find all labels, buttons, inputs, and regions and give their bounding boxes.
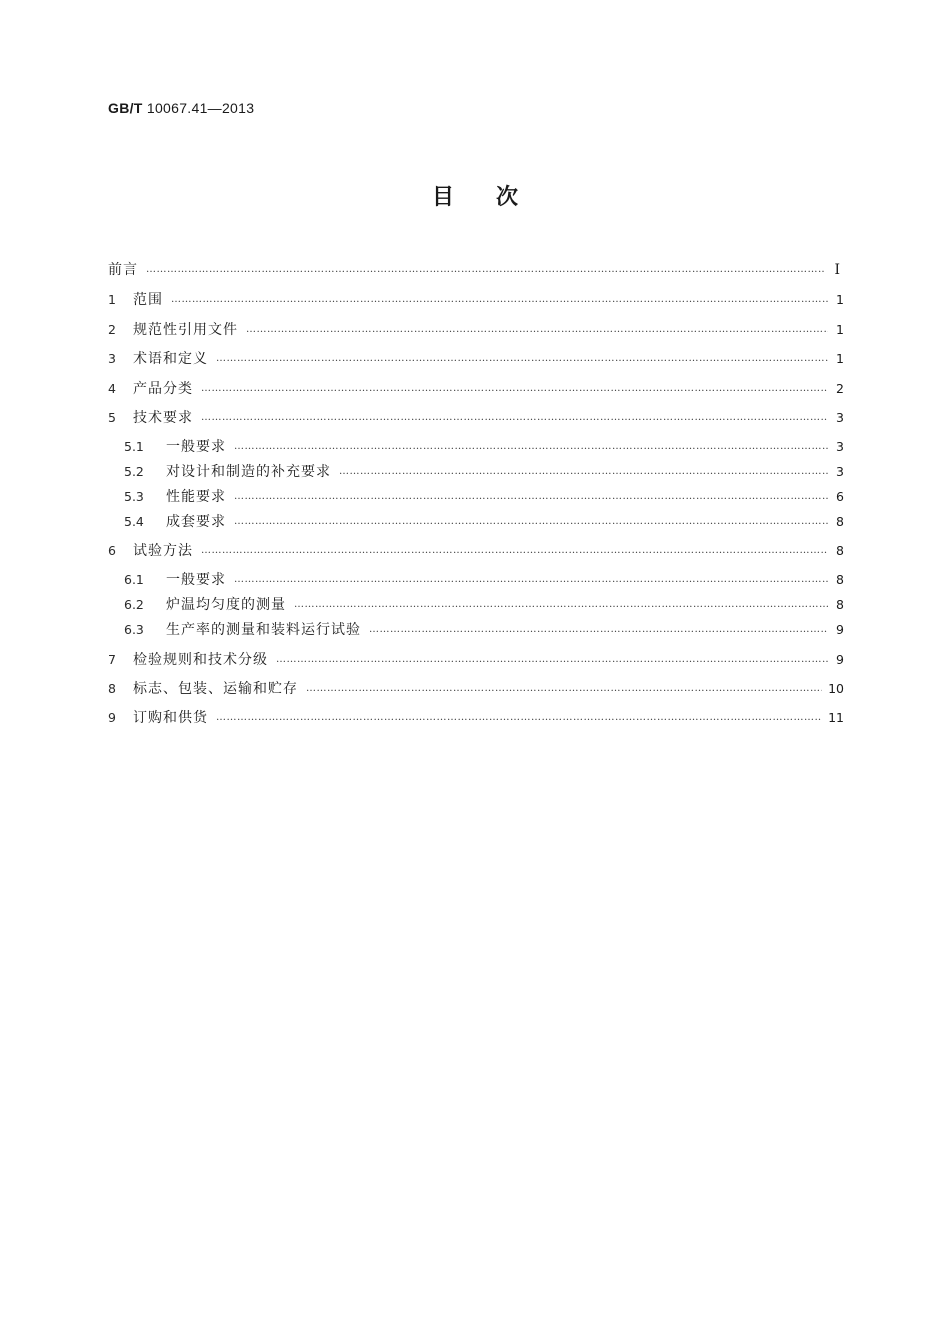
toc-entry-label: 技术要求	[133, 410, 193, 426]
toc-dot-leader	[369, 620, 828, 640]
toc-entry-page: Ⅰ	[834, 262, 840, 278]
toc-dot-leader	[216, 708, 822, 728]
toc-entry[interactable]	[108, 349, 844, 369]
toc-entry-label: 产品分类	[133, 381, 193, 397]
toc-entry-page: 10	[828, 681, 844, 696]
toc-entry[interactable]	[108, 437, 844, 457]
toc-entry-number: 6	[108, 543, 116, 558]
toc-entry-page: 9	[836, 622, 844, 637]
toc-dot-leader	[276, 650, 828, 670]
toc-entry-label: 订购和供货	[133, 710, 208, 726]
toc-entry[interactable]	[108, 379, 844, 399]
toc-entry-label: 成套要求	[166, 514, 226, 530]
toc-entry-label: 规范性引用文件	[133, 322, 238, 338]
toc-entry-page: 6	[836, 489, 844, 504]
toc-entry-number: 5.4	[124, 514, 144, 529]
toc-entry-page: 11	[828, 710, 844, 725]
toc-title: 目次	[431, 185, 560, 210]
toc-entry[interactable]	[108, 679, 844, 699]
toc-entry[interactable]	[108, 260, 844, 280]
toc-entry[interactable]	[108, 650, 844, 670]
toc-entry-label: 范围	[133, 292, 163, 308]
toc-entry-number: 9	[108, 710, 116, 725]
toc-entry[interactable]	[108, 512, 844, 532]
toc-dot-leader	[246, 320, 828, 340]
toc-entry-label: 前言	[108, 262, 138, 278]
toc-entry-label: 一般要求	[166, 572, 226, 588]
toc-entry[interactable]	[108, 320, 844, 340]
toc-entry-number: 1	[108, 292, 116, 307]
standard-code-number: 10067.41—2013	[146, 100, 255, 116]
toc-entry-number: 6.3	[124, 622, 144, 637]
toc-dot-leader	[201, 408, 828, 428]
toc-entry[interactable]	[108, 595, 844, 615]
toc-entry-number: 5.1	[124, 439, 144, 454]
toc-entry-page: 8	[836, 597, 844, 612]
standard-code	[108, 100, 254, 116]
toc-entry[interactable]	[108, 570, 844, 590]
toc-entry-page: 9	[836, 652, 844, 667]
toc-entry[interactable]	[108, 487, 844, 507]
toc-entry-number: 6.2	[124, 597, 144, 612]
toc-entry-label: 生产率的测量和装料运行试验	[166, 622, 361, 638]
toc-entry-number: 4	[108, 381, 116, 396]
toc-entry[interactable]	[108, 541, 844, 561]
toc-entry-number: 7	[108, 652, 116, 667]
toc-entry[interactable]	[108, 462, 844, 482]
toc-entry-page: 8	[836, 572, 844, 587]
toc-entry-label: 检验规则和技术分级	[133, 652, 268, 668]
toc-dot-leader	[171, 290, 828, 310]
toc-entry-page: 1	[836, 351, 844, 366]
toc-entry-label: 一般要求	[166, 439, 226, 455]
toc-entry-number: 8	[108, 681, 116, 696]
toc-entry-number: 3	[108, 351, 116, 366]
toc-entry-label: 试验方法	[133, 543, 193, 559]
toc-dot-leader	[234, 570, 828, 590]
toc-entry-page: 8	[836, 543, 844, 558]
toc-entry-page: 2	[836, 381, 844, 396]
toc-entry-number: 5.2	[124, 464, 144, 479]
toc-entry[interactable]	[108, 708, 844, 728]
toc-dot-leader	[201, 541, 828, 561]
toc-dot-leader	[339, 462, 828, 482]
toc-entry-page: 3	[836, 410, 844, 425]
toc-dot-leader	[201, 379, 828, 399]
toc-entry-number: 6.1	[124, 572, 144, 587]
toc-dot-leader	[234, 437, 828, 457]
toc-entry-page: 3	[836, 439, 844, 454]
toc-entry-label: 标志、包装、运输和贮存	[133, 681, 298, 697]
toc-dot-leader	[294, 595, 828, 615]
toc-entry-number: 2	[108, 322, 116, 337]
toc-dot-leader	[146, 260, 824, 280]
toc-entry-label: 对设计和制造的补充要求	[166, 464, 331, 480]
toc-entry-label: 炉温均匀度的测量	[166, 597, 286, 613]
toc-entry-number: 5.3	[124, 489, 144, 504]
toc-entry[interactable]	[108, 408, 844, 428]
toc-entry-number: 5	[108, 410, 116, 425]
toc-dot-leader	[234, 487, 828, 507]
toc-entry-page: 1	[836, 322, 844, 337]
toc-dot-leader	[216, 349, 828, 369]
toc-entry-page: 3	[836, 464, 844, 479]
toc-dot-leader	[306, 679, 822, 699]
toc-entry-label: 性能要求	[166, 489, 226, 505]
toc-entry-page: 8	[836, 514, 844, 529]
toc-entry[interactable]	[108, 620, 844, 640]
toc-entry-page: 1	[836, 292, 844, 307]
toc-entry[interactable]	[108, 290, 844, 310]
toc-entry-label: 术语和定义	[133, 351, 208, 367]
toc-dot-leader	[234, 512, 828, 532]
standard-code-prefix: GB/T	[108, 100, 143, 116]
